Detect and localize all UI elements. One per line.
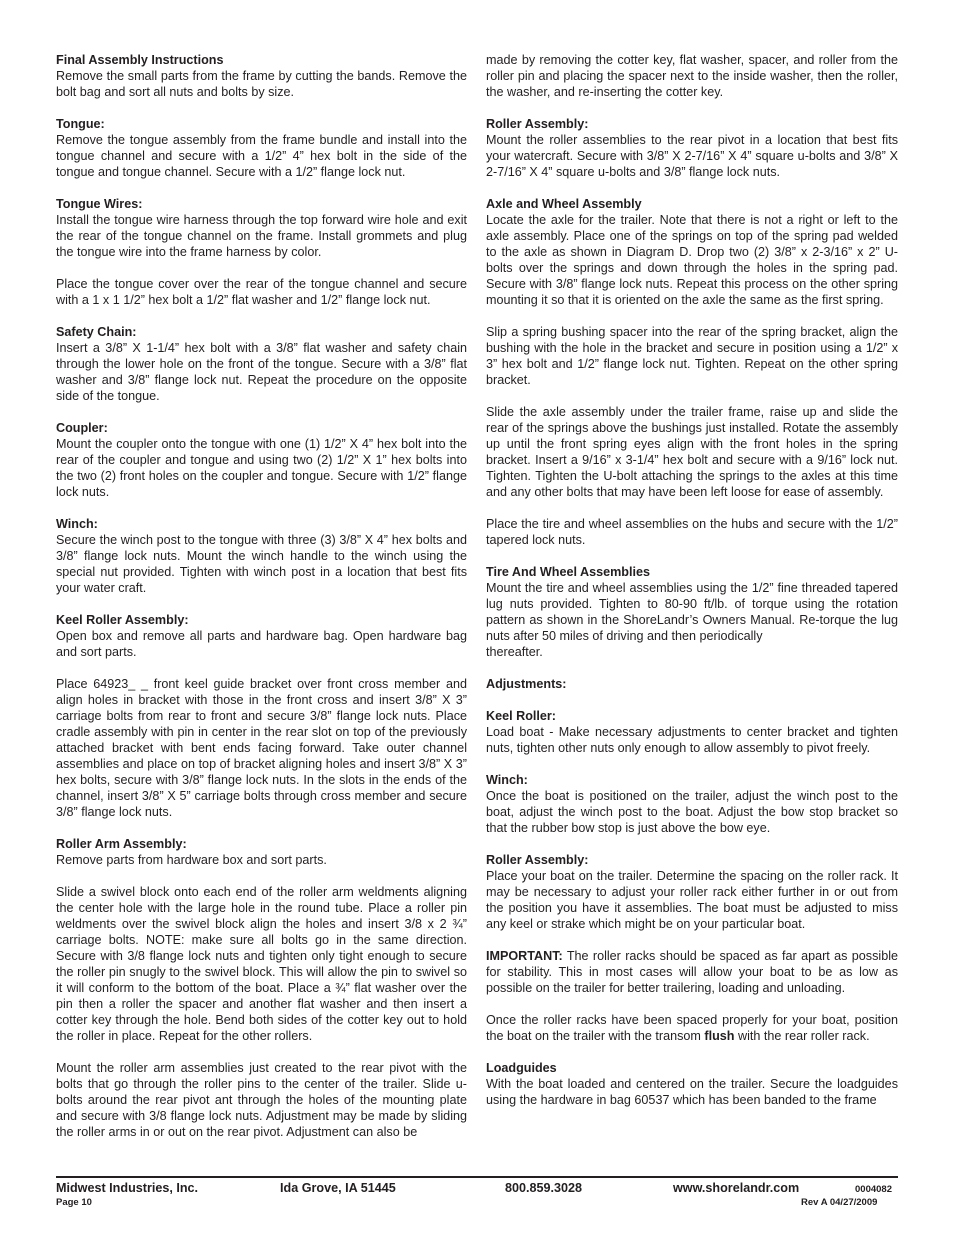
roller-arm-text-1: Remove parts from hardware box and sort parts.: [56, 853, 327, 867]
keel-roller-text-1: Open box and remove all parts and hardware bag. Open hardware bag and sort parts.: [56, 629, 467, 659]
footer-revision: Rev A 04/27/2009: [801, 1197, 878, 1208]
tire-wheel-text: Mount the tire and wheel assemblies using the 1/2” fine threaded tapered lug nuts provided. Tighten to 80-90 ft/lb. of torque using the rotation pattern as shown in the ShoreLandr’s Owners Manual. Re-torque the lug nuts after 50 miles of driving and then periodically: [486, 581, 898, 643]
final-assembly-text: Remove the small parts from the frame by cutting the bands. Remove the bolt bag and sort all nuts and bolts by size.: [56, 69, 467, 99]
safety-chain-heading: Safety Chain:: [56, 325, 137, 339]
footer-city: Ida Grove, IA 51445: [280, 1181, 396, 1195]
roller-adjust-text: Place your boat on the trailer. Determine the spacing on the roller rack. It may be necessary to adjust your roller rack either further in or out from the position you have it assemblies. The boat must be adjusted to miss any keel or strake which might be on your particular boat.: [486, 869, 898, 931]
transom-note: [486, 1012, 898, 1044]
footer-website: www.shorelandr.com: [673, 1181, 800, 1195]
transom-text-b: with the rear roller rack.: [734, 1029, 870, 1043]
roller-arm-section: [56, 836, 467, 1140]
tire-wheel-section: [486, 564, 898, 660]
footer-doc-number: 0004082: [855, 1184, 892, 1195]
tire-wheel-text-end: thereafter.: [486, 645, 543, 659]
continued-text: made by removing the cotter key, flat washer, spacer, and roller from the roller pin and placing the spacer next to the inside washer, then the roller, the washer, and re-inserting the cotter key.: [486, 53, 898, 99]
important-note: [486, 948, 898, 996]
tongue-text: Remove the tongue assembly from the frame bundle and install into the tongue channel and secure with a 1/2” 4” hex bolt in the side of the tongue and tongue channel. Secure with a 1/2” flange lock nut.: [56, 133, 467, 179]
roller-arm-heading: Roller Arm Assembly:: [56, 837, 187, 851]
loadguides-section: [486, 1060, 898, 1108]
roller-adjust-heading: Roller Assembly:: [486, 853, 589, 867]
roller-assembly-heading: Roller Assembly:: [486, 117, 589, 131]
important-label: IMPORTANT:: [486, 949, 563, 963]
tire-wheel-heading: Tire And Wheel Assemblies: [486, 565, 651, 579]
tongue-wires-text: Install the tongue wire harness through the top forward wire hole and exit the rear of the tongue channel on the frame. Install grommets and plug the tongue wire into the frame harness by color.: [56, 213, 467, 259]
transom-flush: flush: [704, 1029, 735, 1043]
keel-roller-adjust-section: [486, 708, 898, 756]
tongue-section: [56, 116, 467, 180]
axle-wheel-section: [486, 196, 898, 548]
loadguides-heading: Loadguides: [486, 1061, 557, 1075]
loadguides-text: With the boat loaded and centered on the trailer. Secure the loadguides using the hardware in bag 60537 which has been banded to the frame: [486, 1077, 898, 1107]
adjustments-section: [486, 676, 898, 692]
coupler-text: Mount the coupler onto the tongue with one (1) 1/2” X 4” hex bolt into the rear of the coupler and tongue and using two (2) 1/2” X 1” hex bolts into the two (2) front holes on the coupler and tongue. Secure with 1/2” flange lock nuts.: [56, 437, 467, 499]
tongue-wires-heading: Tongue Wires:: [56, 197, 143, 211]
tongue-cover-text: Place the tongue cover over the rear of the tongue channel and secure with a 1 x 1 1/2” hex bolt a 1/2” flat washer and 1/2” flange lock nut.: [56, 277, 467, 307]
axle-wheel-text-1: Locate the axle for the trailer. Note that there is not a right or left to the axle assembly. Place one of the springs on top of the spring pad welded to the axle as shown in Diagram D. Drop two (2) 3/8” x 2-3/16” x 2” U-bolts over the springs and down through the holes in the spring pad. Secure with 3/8” flange lock nuts. Repeat this process on the other spring mounting it so that it is oriented on the axle the same as the first spring.: [486, 213, 898, 307]
final-assembly-heading: Final Assembly Instructions: [56, 53, 224, 67]
footer-divider: [56, 1176, 898, 1178]
axle-wheel-heading: Axle and Wheel Assembly: [486, 197, 642, 211]
axle-wheel-text-3: Slide the axle assembly under the trailer frame, raise up and slide the rear of the springs above the bushings just installed. Rotate the assembly up until the front spring eyes align with the front holes in the spring bracket. Insert a 9/16” x 3-1/4” hex bolt and secure with a 9/16” lock nut. Tighten. Tighten the U-bolt attaching the springs to the axles at this time and any other bolts that may have been left loose for ease of assembly.: [486, 405, 898, 499]
keel-roller-heading: Keel Roller Assembly:: [56, 613, 189, 627]
transom-text-a: Once the roller racks have been spaced properly for your boat, position the boat on the trailer with the transom: [486, 1013, 898, 1043]
roller-assembly-section: [486, 116, 898, 180]
important-text: The roller racks should be spaced as far apart as possible for stability. This in most cases will allow your boat to be as low as possible on the trailer for better trailering, loading and unloading.: [486, 949, 898, 995]
winch-adjust-text: Once the boat is positioned on the trailer, adjust the winch post to the boat, adjust the winch post to the boat. Adjust the bow stop bracket so that the rubber bow stop is just above the bow eye.: [486, 789, 898, 835]
keel-roller-text-2: Place 64923_ _ front keel guide bracket over front cross member and align holes in bracket with those in the front cross and insert 3/8” X 3” carriage bolts from rear to front and secure 3/8” flange lock nuts. Place cradle assembly with pin in center in the rear slot on top of the previously attached bracket with bent ends facing forward. Take outer channel assemblies and place on top of bracket aligning holes and insert 3/8” X 3” hex bolts, secure with 3/8” flange lock nuts. In the slots in the ends of the channel, insert 3/8” X 5” carriage bolts through cross member and secure 3/8” flange lock nuts.: [56, 677, 467, 819]
tongue-heading: Tongue:: [56, 117, 105, 131]
roller-arm-text-2: Slide a swivel block onto each end of the roller arm weldments aligning the center hole with the large hole in the round tube. Place a roller pin weldments over the swivel block align the holes and insert 3/8 x 2 ¾” carriage bolts. NOTE: make sure all bolts go in the same direction. Secure with 3/8 flange lock nuts and tighten only tight enough to secure the roller pin snugly to the swivel block. This will allow the pin to swivel so it will conform to the bottom of the boat. Place a ¾” flat washer over the pin then a roller the spacer and another flat washer and then insert a cotter key through the hole. Bend both sides of the cotter key out to hold the roller in place. Repeat for the other rollers.: [56, 885, 467, 1043]
tongue-wires-section: [56, 196, 467, 308]
coupler-section: [56, 420, 467, 500]
adjustments-heading: Adjustments:: [486, 677, 567, 691]
roller-arm-text-3: Mount the roller arm assemblies just created to the rear pivot with the bolts that go through the roller pins to the center of the trailer. Slide u-bolts around the rear pivot ant through the holes of the mounting plate and secure with 3/8 flange lock nuts. Adjustment may be made by sliding the roller arms in or out on the rear pivot. Adjustment can also be: [56, 1061, 467, 1139]
axle-wheel-text-4: Place the tire and wheel assemblies on the hubs and secure with the 1/2” tapered lock nuts.: [486, 517, 898, 547]
safety-chain-text: Insert a 3/8” X 1-1/4” hex bolt with a 3/8” flat washer and safety chain through the lower hole on the front of the tongue. Secure with a 3/8” flat washer and 3/8” flange lock nut. Repeat the procedure on the opposite side of the tongue.: [56, 341, 467, 403]
winch-adjust-heading: Winch:: [486, 773, 528, 787]
coupler-heading: Coupler:: [56, 421, 108, 435]
winch-section: [56, 516, 467, 596]
winch-text: Secure the winch post to the tongue with three (3) 3/8” X 4” hex bolts and 3/8” flange lock nuts. Mount the winch handle to the winch using the special nut provided. Tighten with winch post in a location that best fits your water craft.: [56, 533, 467, 595]
keel-roller-section: [56, 612, 467, 820]
final-assembly-section: [56, 52, 467, 100]
axle-wheel-text-2: Slip a spring bushing spacer into the rear of the spring bracket, align the bushing with the hole in the bracket and secure in position using a 1/2” x 3” hex bolt and 1/2” flange lock nut. Tighten. Repeat on the other spring bracket.: [486, 325, 898, 387]
winch-heading: Winch:: [56, 517, 98, 531]
winch-adjust-section: [486, 772, 898, 836]
safety-chain-section: [56, 324, 467, 404]
footer-phone: 800.859.3028: [505, 1181, 583, 1195]
footer-company: Midwest Industries, Inc.: [56, 1181, 199, 1195]
left-column: [56, 52, 467, 1156]
roller-assembly-text: Mount the roller assemblies to the rear pivot in a location that best fits your watercraft. Secure with 3/8” X 2-7/16” X 4” square u-bolts and 3/8” X 2-7/16” X 4” square u-bolts and 3/8” flange lock nuts.: [486, 133, 898, 179]
continued-section: [486, 52, 898, 100]
roller-adjust-section: [486, 852, 898, 1044]
footer-page-number: Page 10: [56, 1197, 92, 1208]
right-column: [486, 52, 898, 1124]
keel-roller-adjust-heading: Keel Roller:: [486, 709, 556, 723]
keel-roller-adjust-text: Load boat - Make necessary adjustments to center bracket and tighten nuts, tighten other nuts only enough to allow assembly to pivot freely.: [486, 725, 898, 755]
